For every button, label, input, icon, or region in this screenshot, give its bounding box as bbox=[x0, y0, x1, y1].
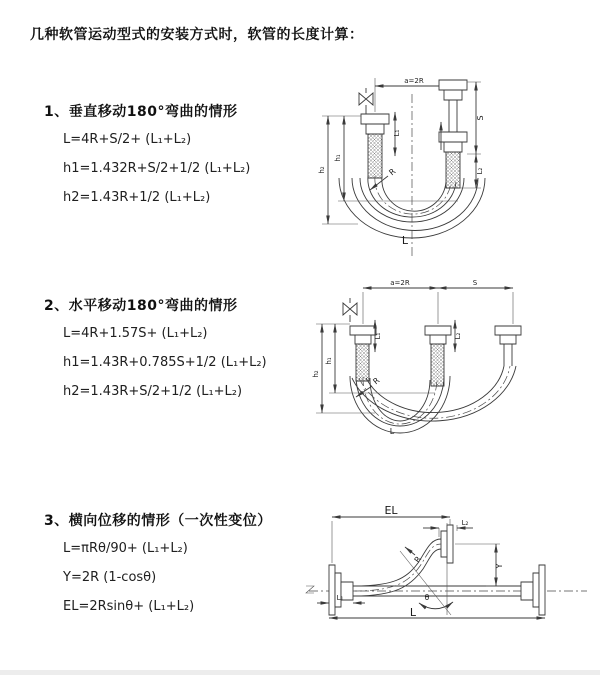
section-lateral-displacement bbox=[44, 511, 319, 621]
dimension-s bbox=[467, 82, 485, 154]
dim-label-l: L bbox=[389, 427, 395, 436]
dim-label-h1: h₁ bbox=[334, 154, 342, 162]
dimension-h2 bbox=[318, 116, 358, 224]
dim-label-s: S bbox=[472, 279, 478, 287]
dim-label-h1: h₁ bbox=[325, 357, 333, 365]
dimension-l bbox=[329, 606, 545, 619]
dim-label-l1: L₁ bbox=[374, 332, 382, 340]
section-1-heading: 1、垂直移动180°弯曲的情形 bbox=[44, 104, 238, 120]
dimension-a2r bbox=[363, 279, 438, 288]
dimension-h1 bbox=[322, 116, 458, 201]
dim-label-el: EL bbox=[384, 504, 398, 517]
formula-l: L=πRθ/90+ (L₁+L₂) bbox=[63, 541, 188, 556]
formula-h2: h2=1.43R+S/2+1/2 (L₁+L₂) bbox=[63, 384, 243, 399]
dim-label-l: L bbox=[401, 234, 409, 247]
dimension-y bbox=[455, 544, 504, 586]
radius-construction-line bbox=[400, 551, 451, 615]
dim-label-l2: L₂ bbox=[461, 519, 469, 527]
diagram-lateral-displacement bbox=[303, 503, 597, 653]
middle-pipe-fitting bbox=[425, 326, 451, 386]
dim-label-l2: L₂ bbox=[454, 332, 462, 340]
dim-label-l2: L₂ bbox=[476, 167, 484, 175]
right-flange bbox=[521, 565, 545, 615]
left-flange bbox=[329, 565, 353, 615]
section-2-heading: 2、水平移动180°弯曲的情形 bbox=[44, 298, 238, 314]
centerline-mark bbox=[306, 586, 314, 593]
section-1-formulas bbox=[44, 125, 319, 212]
formula-l: L=4R+1.57S+ (L₁+L₂) bbox=[63, 326, 208, 341]
right-pipe-fitting bbox=[439, 80, 467, 188]
formula-y: Y=2R (1-cosθ) bbox=[63, 570, 157, 585]
dim-label-a2r: a=2R bbox=[404, 77, 424, 85]
diagram-vertical-180-bend bbox=[308, 66, 590, 262]
dim-label-l: L bbox=[409, 606, 417, 619]
page-title: 几种软管运动型式的安装方式时，软管的长度计算： bbox=[30, 27, 364, 43]
dimension-l1 bbox=[317, 594, 365, 603]
dim-label-r: R bbox=[387, 166, 398, 178]
dimension-l2 bbox=[454, 320, 462, 352]
dim-label-a2r: a=2R bbox=[390, 279, 410, 287]
dim-label-s: S bbox=[476, 115, 485, 121]
page-bottom-edge bbox=[0, 670, 600, 675]
left-pipe-fitting bbox=[361, 114, 389, 178]
diagram-horizontal-180-bend bbox=[308, 276, 590, 464]
formula-h2: h2=1.43R+1/2 (L₁+L₂) bbox=[63, 190, 211, 205]
radius-callout bbox=[405, 547, 423, 564]
dim-label-r: R bbox=[412, 554, 424, 565]
extension-lines bbox=[363, 292, 513, 324]
section-2-formulas bbox=[44, 319, 319, 406]
dim-label-y: Y bbox=[495, 563, 504, 569]
valve-icon bbox=[343, 298, 357, 322]
dim-label-h2: h₂ bbox=[318, 166, 326, 174]
section-3-heading: 3、横向位移的情形（一次性变位） bbox=[44, 513, 272, 529]
formula-h1: h1=1.432R+S/2+1/2 (L₁+L₂) bbox=[63, 161, 251, 176]
formula-l: L=4R+S/2+ (L₁+L₂) bbox=[63, 132, 192, 147]
valve-icon bbox=[359, 88, 373, 114]
formula-el: EL=2Rsinθ+ (L₁+L₂) bbox=[63, 599, 195, 614]
dim-label-l1: L₁ bbox=[393, 129, 401, 137]
dim-label-h2: h₂ bbox=[312, 370, 320, 378]
section-vertical-180 bbox=[44, 102, 319, 212]
dim-label-l1: L₁ bbox=[336, 594, 344, 602]
section-horizontal-180 bbox=[44, 296, 319, 406]
section-3-formulas bbox=[44, 534, 319, 621]
dimension-s bbox=[438, 279, 513, 288]
dimension-l1 bbox=[374, 320, 382, 352]
dimension-l1 bbox=[393, 112, 401, 156]
left-pipe-fitting bbox=[350, 326, 376, 381]
angle-theta bbox=[419, 593, 453, 609]
right-pipe-fitting bbox=[495, 326, 521, 366]
formula-h1: h1=1.43R+0.785S+1/2 (L₁+L₂) bbox=[63, 355, 267, 370]
dim-label-theta: θ bbox=[424, 593, 430, 602]
hose-s-curve bbox=[353, 539, 441, 596]
dim-label-r: R bbox=[371, 375, 382, 387]
